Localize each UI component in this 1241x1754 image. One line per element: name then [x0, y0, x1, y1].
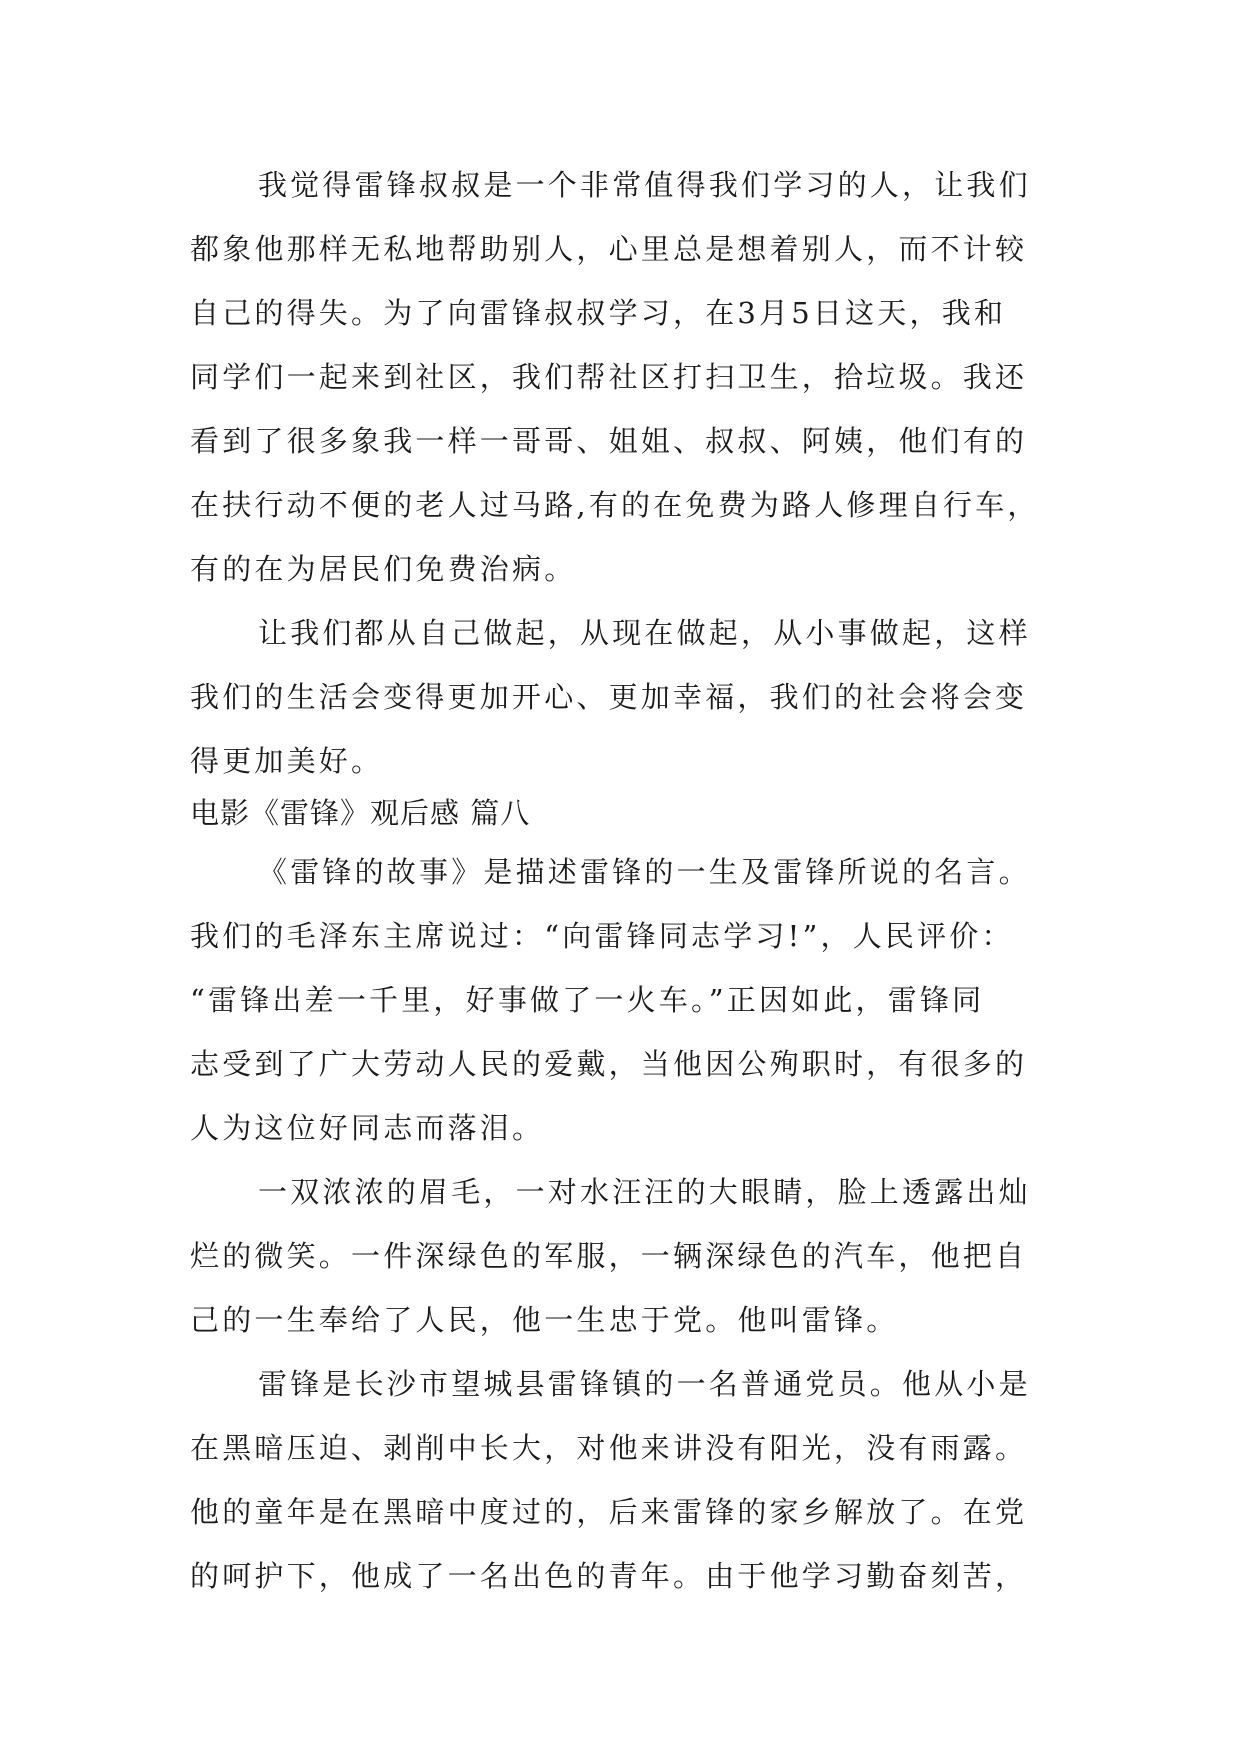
paragraph-line: 烂的微笑。一件深绿色的军服，一辆深绿色的汽车，他把自	[190, 1239, 1028, 1273]
body-section-2	[190, 840, 1070, 1608]
paragraph-line: 己的一生奉给了人民，他一生忠于党。他叫雷锋。	[190, 1303, 899, 1337]
paragraph-line: 让我们都从自己做起，从现在做起，从小事做起，这样	[258, 616, 1031, 650]
paragraph-line: 人为这位好同志而落泪。	[190, 1111, 545, 1145]
paragraph-line: 我们的毛泽东主席说过：“向雷锋同志学习!”，人民评价：	[190, 919, 1014, 953]
paragraph-line: 看到了很多象我一样一哥哥、姐姐、叔叔、阿姨，他们有的	[190, 424, 1028, 458]
paragraph-line: “雷锋出差一千里，好事做了一火车。”正因如此，雷锋同	[190, 983, 985, 1017]
paragraph-line: 雷锋是长沙市望城县雷锋镇的一名普通党员。他从小是	[258, 1367, 1031, 1401]
paragraph-line: 他的童年是在黑暗中度过的，后来雷锋的家乡解放了。在党	[190, 1495, 1028, 1529]
paragraph-line: 志受到了广大劳动人民的爱戴，当他因公殉职时，有很多的	[190, 1047, 1028, 1081]
paragraph-line: 我们的生活会变得更加开心、更加幸福，我们的社会将会变	[190, 680, 1028, 714]
paragraph-line: 在黑暗压迫、剥削中长大，对他来讲没有阳光，没有雨露。	[190, 1431, 1028, 1465]
paragraph-line: 都象他那样无私地帮助别人，心里总是想着别人，而不计较	[190, 232, 1028, 266]
paragraph-line: 《雷锋的故事》是描述雷锋的一生及雷锋所说的名言。	[258, 855, 1031, 889]
paragraph-line: 自己的得失。为了向雷锋叔叔学习，在3月5日这天，我和	[190, 296, 1007, 330]
section-heading: 电影《雷锋》观后感 篇八	[190, 796, 531, 830]
paragraph-line: 我觉得雷锋叔叔是一个非常值得我们学习的人，让我们	[258, 168, 1031, 202]
paragraph-line: 得更加美好。	[190, 744, 384, 778]
paragraph-line: 的呵护下，他成了一名出色的青年。由于他学习勤奋刻苦，	[190, 1559, 1028, 1593]
paragraph-line: 在扶行动不便的老人过马路,有的在免费为路人修理自行车，	[190, 488, 1040, 522]
paragraph-line: 一双浓浓的眉毛，一对水汪汪的大眼睛，脸上透露出灿	[258, 1175, 1031, 1209]
paragraph-line: 同学们一起来到社区，我们帮社区打扫卫生，拾垃圾。我还	[190, 360, 1028, 394]
body-section-1	[190, 153, 1070, 793]
paragraph-line: 有的在为居民们免费治病。	[190, 552, 577, 586]
